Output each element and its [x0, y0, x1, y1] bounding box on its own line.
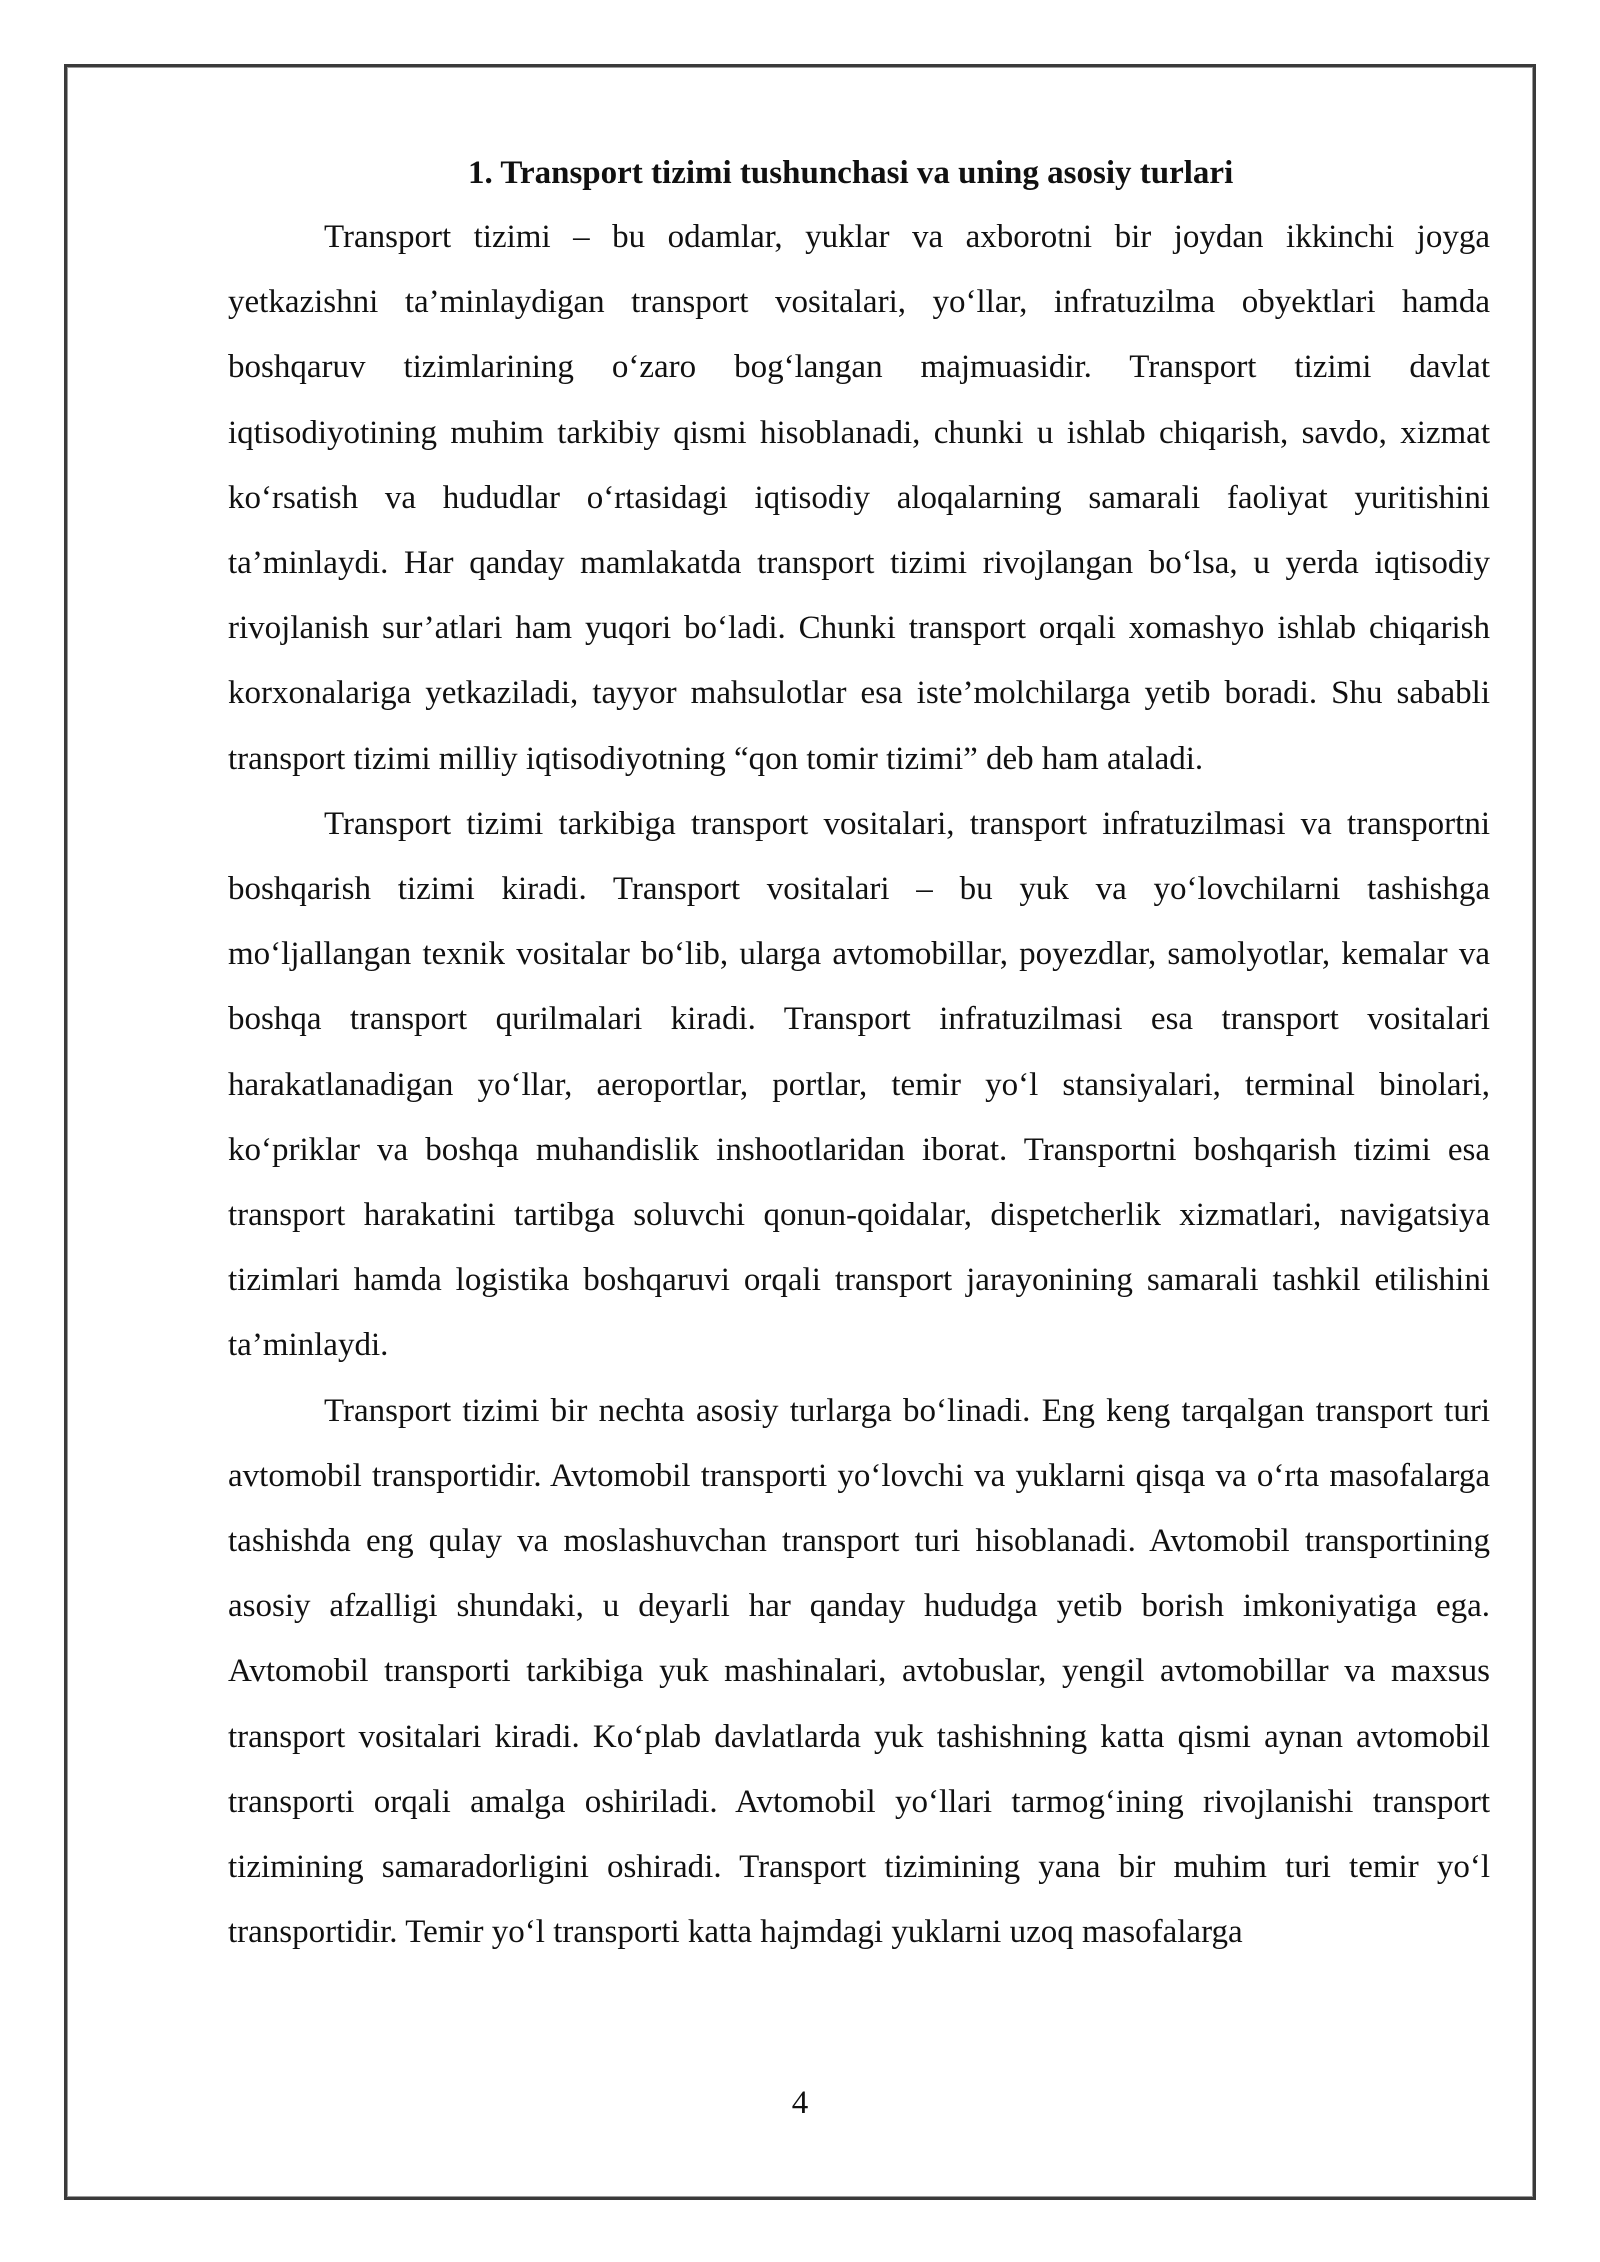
page-number: 4	[791, 2085, 809, 2121]
document-body	[228, 145, 1490, 1965]
paragraph-1: Transport tizimi – bu odamlar, yuklar va axborotni bir joydan ikkinchi joyga yetkazishni ta’minlaydigan transport vositalari, yo‘llar, infratuzilma obyektlari hamda boshqaruv tizimlarining o‘zaro bog‘langan majmuasidir. Transport tizimi davlat iqtisodiyotining muhim tarkibiy qismi hisoblanadi, chunki u ishlab chiqarish, savdo, xizmat ko‘rsatish va hududlar o‘rtasidagi iqtisodiy aloqalarning samarali faoliyat yuritishini ta’minlaydi. Har qanday mamlakatda transport tizimi rivojlangan bo‘lsa, u yerda iqtisodiy rivojlanish sur’atlari ham yuqori bo‘ladi. Chunki transport orqali xomashyo ishlab chiqarish korxonalariga yetkaziladi, tayyor mahsulotlar esa iste’molchilarga yetib boradi. Shu sababli transport tizimi milliy iqtisodiyotning “qon tomir tizimi” deb ham ataladi.	[228, 219, 1490, 777]
section-heading: 1. Transport tizimi tushunchasi va uning asosiy turlari	[468, 155, 1234, 191]
paragraph-3: Transport tizimi bir nechta asosiy turlarga bo‘linadi. Eng keng tarqalgan transport turi avtomobil transportidir. Avtomobil transporti yo‘lovchi va yuklarni qisqa va o‘rta masofalarga tashishda eng qulay va moslashuvchan transport turi hisoblanadi. Avtomobil transportining asosiy afzalligi shundaki, u deyarli har qanday hududga yetib borish imkoniyatiga ega. Avtomobil transporti tarkibiga yuk mashinalari, avtobuslar, yengil avtomobillar va maxsus transport vositalari kiradi. Ko‘plab davlatlarda yuk tashishning katta qismi aynan avtomobil transporti orqali amalga oshiriladi. Avtomobil yo‘llari tarmog‘ining rivojlanishi transport tizimining samaradorligini oshiradi. Transport tizimining yana bir muhim turi temir yo‘l transportidir. Temir yo‘l transporti katta hajmdagi yuklarni uzoq masofalarga	[228, 1392, 1490, 1951]
paragraph-2: Transport tizimi tarkibiga transport vositalari, transport infratuzilmasi va transportni boshqarish tizimi kiradi. Transport vositalari – bu yuk va yo‘lovchilarni tashishga mo‘ljallangan texnik vositalar bo‘lib, ularga avtomobillar, poyezdlar, samolyotlar, kemalar va boshqa transport qurilmalari kiradi. Transport infratuzilmasi esa transport vositalari harakatlanadigan yo‘llar, aeroportlar, portlar, temir yo‘l stansiyalari, terminal binolari, ko‘priklar va boshqa muhandislik inshootlaridan iborat. Transportni boshqarish tizimi esa transport harakatini tartibga soluvchi qonun-qoidalar, dispetcherlik xizmatlari, navigatsiya tizimlari hamda logistika boshqaruvi orqali transport jarayonining samarali tashkil etilishini ta’minlaydi.	[228, 805, 1490, 1364]
